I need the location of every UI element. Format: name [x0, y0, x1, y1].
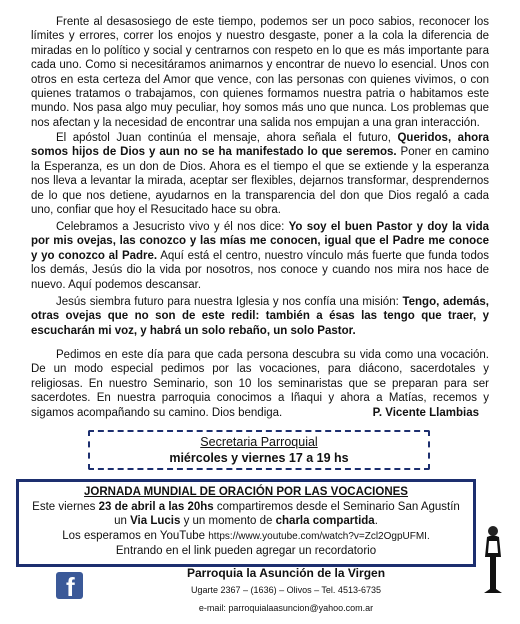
virgin-figure-icon [478, 523, 506, 595]
secretaria-title: Secretaria Parroquial [200, 435, 318, 449]
facebook-icon[interactable]: f [56, 572, 83, 599]
jornada-text: un [114, 515, 131, 528]
paragraph-3 [31, 220, 489, 292]
jornada-date: 23 de abril a las 20hs [98, 500, 214, 513]
paragraph-text: Poner en camino la Esperanza, es un don de Dios. Ahora es el tiempo el que se extiende y la esperanza nos lleva a levantar la mirada, aceptar ser flexibles, dejarnos transformar, desprendernos de lo que nos detiene, ayudarnos en la transparencia del don que Dios regaló a cada uno, confiar que hoy el Resucitado hace su obra. [31, 146, 489, 217]
jornada-text: . [374, 515, 378, 528]
paragraph-2 [31, 131, 489, 217]
paragraph-text: Pedimos en este día para que cada persona descubra su vida como una vocación. De un modo especial pedimos por las vocaciones, para diácono, sacerdotales y religiosas. En nuestro Seminario, son 10 los seminaristas que se preparan para ser sacerdotes. En nuestra parroquia conocimos a Iñaqui y ahora a Matías, recemos y sigamos acompañando su camino. Dios bendiga. [31, 349, 489, 419]
paragraph-1 [31, 15, 489, 130]
paragraph-text: Celebramos a Jesucristo vivo y él nos dice: [56, 221, 289, 233]
paragraph-5 [31, 348, 489, 420]
paragraph-text: Jesús siembra futuro para nuestra Iglesia y nos confía una misión: [56, 296, 403, 308]
paragraph-4 [31, 295, 489, 338]
paragraph-text: Frente al desasosiego de este tiempo, podemos ser un poco sabios, reconocer los límites y errores, correr los enojos y nuestro desgaste, poner a la cola la diferencia de miradas en lo político y social y centrarnos con respeto en lo que es más importante para cada uno. Como si necesitáramos animarnos y encontrar de nuevo lo esencial. Unos con otros en esta certeza del Amor que vence, con las personas con quienes vivimos, o con quienes tratamos o trabajamos, con quienes formamos nuestra patria o habitamos este mundo. Nos pasa algo muy peculiar, hoy somos más uno que nunca. Los problemas que nos afectan y la necesidad de encontrar una salida nos empujan a una gran interacción. [31, 16, 489, 129]
jornada-line-activity [19, 514, 473, 529]
parish-name: Parroquia la Asunción de la Virgen [186, 566, 386, 580]
youtube-link[interactable]: https://www.youtube.com/watch?v=Zcl2OgpUFMI. [208, 530, 430, 542]
jornada-box [16, 479, 476, 567]
secretaria-hours: miércoles y viernes 17 a 19 hs [169, 451, 349, 465]
jornada-line-date [19, 500, 473, 515]
scripture-quote: Tengo, además, otras ovejas que no son de este redil: también a ésas las tengo que traer, y escucharán mi voz, y habrá un solo rebaño, un solo Pastor. [31, 296, 489, 337]
footer [170, 566, 402, 614]
jornada-line-youtube [19, 529, 473, 545]
paragraph-text: El apóstol Juan continúa el mensaje, ahora señala el futuro, [56, 132, 398, 144]
scripture-quote: Yo soy el buen Pastor y doy la vida por mis ovejas, las conozco y las mías me conocen, igual que el Padre me conoce y yo conozco al Padre. [31, 221, 489, 262]
jornada-text: Este viernes [32, 500, 99, 513]
paragraph-text: Aquí está el centro, nuestro vínculo más fuerte que funda todos los demás, Jesús dio la vida por nosotros, nos conoce y cuando nos mira nos hace de nuevo. Aquí podemos descansar. [31, 249, 489, 291]
jornada-text: y un momento de [180, 515, 276, 528]
parish-address: Ugarte 2367 – (1636) – Olivos – Tel. 4513-6735 [191, 585, 381, 595]
jornada-charla: charla compartida [275, 515, 375, 528]
jornada-title: JORNADA MUNDIAL DE ORACIÓN POR LAS VOCACIONES [84, 486, 408, 498]
jornada-text: compartiremos desde el Seminario San Agustín [213, 500, 460, 513]
jornada-via-lucis: Via Lucis [130, 515, 181, 528]
parish-email: e-mail: parroquialaasuncion@yahoo.com.ar [198, 603, 374, 613]
secretaria-box [88, 430, 430, 470]
scripture-quote: Queridos, ahora somos hijos de Dios y aun no se ha manifestado lo que seremos. [31, 132, 489, 159]
signature: P. Vicente Llambias [372, 406, 479, 419]
jornada-line-reminder: Entrando en el link pueden agregar un recordatorio [115, 545, 377, 558]
jornada-text: Los esperamos en YouTube [62, 529, 209, 542]
